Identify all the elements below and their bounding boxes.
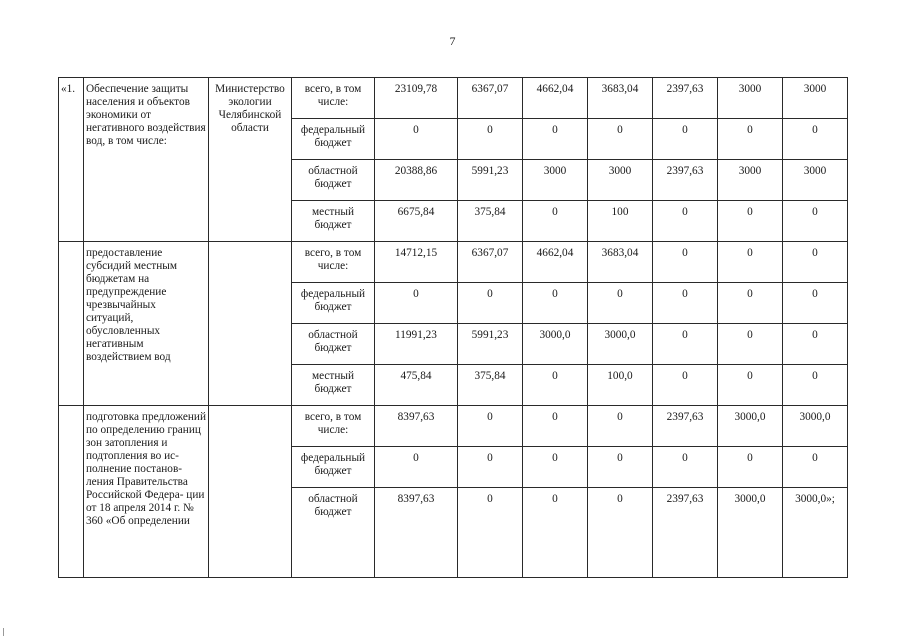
funding-source-cell: областной бюджет <box>292 160 375 201</box>
activity-name-cell: предоставление субсидий местным бюджетам на предупреждение чрезвычайных ситуаций, обусловленных негативным воздействием вод <box>84 242 209 406</box>
amount-cell: 3683,04 <box>588 242 653 283</box>
row-number-cell <box>59 242 84 406</box>
amount-cell: 0 <box>718 201 783 242</box>
amount-cell: 0 <box>375 447 458 488</box>
amount-cell: 0 <box>653 283 718 324</box>
budget-table <box>58 77 848 578</box>
amount-cell: 0 <box>718 365 783 406</box>
executor-cell <box>209 406 292 578</box>
amount-cell: 0 <box>653 119 718 160</box>
budget-table-body <box>59 78 848 578</box>
funding-source-cell: областной бюджет <box>292 488 375 578</box>
table-row <box>59 242 848 283</box>
amount-cell: 0 <box>783 119 848 160</box>
amount-cell: 0 <box>588 119 653 160</box>
amount-cell: 8397,63 <box>375 488 458 578</box>
executor-cell: Министерство экологии Челябинской области <box>209 78 292 242</box>
amount-cell: 0 <box>653 447 718 488</box>
amount-cell: 0 <box>653 365 718 406</box>
amount-cell: 11991,23 <box>375 324 458 365</box>
funding-source-cell: федеральный бюджет <box>292 119 375 160</box>
amount-cell: 0 <box>523 365 588 406</box>
amount-cell: 0 <box>375 119 458 160</box>
amount-cell: 2397,63 <box>653 78 718 119</box>
amount-cell: 0 <box>523 283 588 324</box>
amount-cell: 4662,04 <box>523 242 588 283</box>
amount-cell: 2397,63 <box>653 160 718 201</box>
amount-cell: 0 <box>523 447 588 488</box>
amount-cell: 0 <box>458 119 523 160</box>
amount-cell: 3000,0 <box>588 324 653 365</box>
amount-cell: 0 <box>458 447 523 488</box>
amount-cell: 0 <box>523 201 588 242</box>
amount-cell: 6367,07 <box>458 242 523 283</box>
amount-cell: 475,84 <box>375 365 458 406</box>
amount-cell: 0 <box>653 201 718 242</box>
funding-source-cell: всего, в том числе: <box>292 406 375 447</box>
amount-cell: 0 <box>653 242 718 283</box>
amount-cell: 0 <box>458 406 523 447</box>
amount-cell: 3000,0 <box>783 406 848 447</box>
amount-cell: 0 <box>718 324 783 365</box>
amount-cell: 0 <box>588 406 653 447</box>
amount-cell: 3000,0»; <box>783 488 848 578</box>
amount-cell: 0 <box>458 488 523 578</box>
amount-cell: 6367,07 <box>458 78 523 119</box>
funding-source-cell: всего, в том числе: <box>292 242 375 283</box>
amount-cell: 0 <box>718 447 783 488</box>
amount-cell: 0 <box>783 447 848 488</box>
funding-source-cell: местный бюджет <box>292 201 375 242</box>
amount-cell: 375,84 <box>458 201 523 242</box>
scan-mark <box>3 628 4 636</box>
amount-cell: 0 <box>375 283 458 324</box>
amount-cell: 0 <box>523 488 588 578</box>
amount-cell: 3000,0 <box>523 324 588 365</box>
executor-cell <box>209 242 292 406</box>
amount-cell: 0 <box>588 488 653 578</box>
amount-cell: 0 <box>718 119 783 160</box>
amount-cell: 0 <box>718 242 783 283</box>
amount-cell: 5991,23 <box>458 324 523 365</box>
amount-cell: 0 <box>783 242 848 283</box>
amount-cell: 6675,84 <box>375 201 458 242</box>
row-number-cell <box>59 406 84 578</box>
amount-cell: 3000 <box>783 160 848 201</box>
amount-cell: 2397,63 <box>653 406 718 447</box>
amount-cell: 0 <box>653 324 718 365</box>
amount-cell: 23109,78 <box>375 78 458 119</box>
amount-cell: 0 <box>523 406 588 447</box>
page-number: 7 <box>449 34 456 48</box>
amount-cell: 2397,63 <box>653 488 718 578</box>
amount-cell: 3000,0 <box>718 488 783 578</box>
amount-cell: 0 <box>783 283 848 324</box>
amount-cell: 4662,04 <box>523 78 588 119</box>
table-row <box>59 406 848 447</box>
amount-cell: 5991,23 <box>458 160 523 201</box>
amount-cell: 3000 <box>588 160 653 201</box>
amount-cell: 3000 <box>523 160 588 201</box>
amount-cell: 0 <box>718 283 783 324</box>
amount-cell: 20388,86 <box>375 160 458 201</box>
row-number-cell: «1. <box>59 78 84 242</box>
funding-source-cell: местный бюджет <box>292 365 375 406</box>
table-row <box>59 78 848 119</box>
amount-cell: 0 <box>783 365 848 406</box>
amount-cell: 0 <box>588 283 653 324</box>
activity-name-cell: Обеспечение защиты населения и объектов экономики от негативного воздействия вод, в том числе: <box>84 78 209 242</box>
amount-cell: 3000 <box>783 78 848 119</box>
amount-cell: 100 <box>588 201 653 242</box>
amount-cell: 3683,04 <box>588 78 653 119</box>
funding-source-cell: всего, в том числе: <box>292 78 375 119</box>
activity-name-cell: подготовка предложений по определению границ зон затопления и подтопления во ис- полнение постанов- ления Правительства Российской Федера- ции от 18 апреля 2014 г. № 360 «Об определении <box>84 406 209 578</box>
amount-cell: 0 <box>783 201 848 242</box>
amount-cell: 0 <box>588 447 653 488</box>
amount-cell: 100,0 <box>588 365 653 406</box>
funding-source-cell: областной бюджет <box>292 324 375 365</box>
amount-cell: 375,84 <box>458 365 523 406</box>
amount-cell: 3000,0 <box>718 406 783 447</box>
amount-cell: 14712,15 <box>375 242 458 283</box>
funding-source-cell: федеральный бюджет <box>292 283 375 324</box>
funding-source-cell: федеральный бюджет <box>292 447 375 488</box>
amount-cell: 8397,63 <box>375 406 458 447</box>
amount-cell: 3000 <box>718 160 783 201</box>
amount-cell: 0 <box>783 324 848 365</box>
amount-cell: 0 <box>523 119 588 160</box>
amount-cell: 0 <box>458 283 523 324</box>
amount-cell: 3000 <box>718 78 783 119</box>
